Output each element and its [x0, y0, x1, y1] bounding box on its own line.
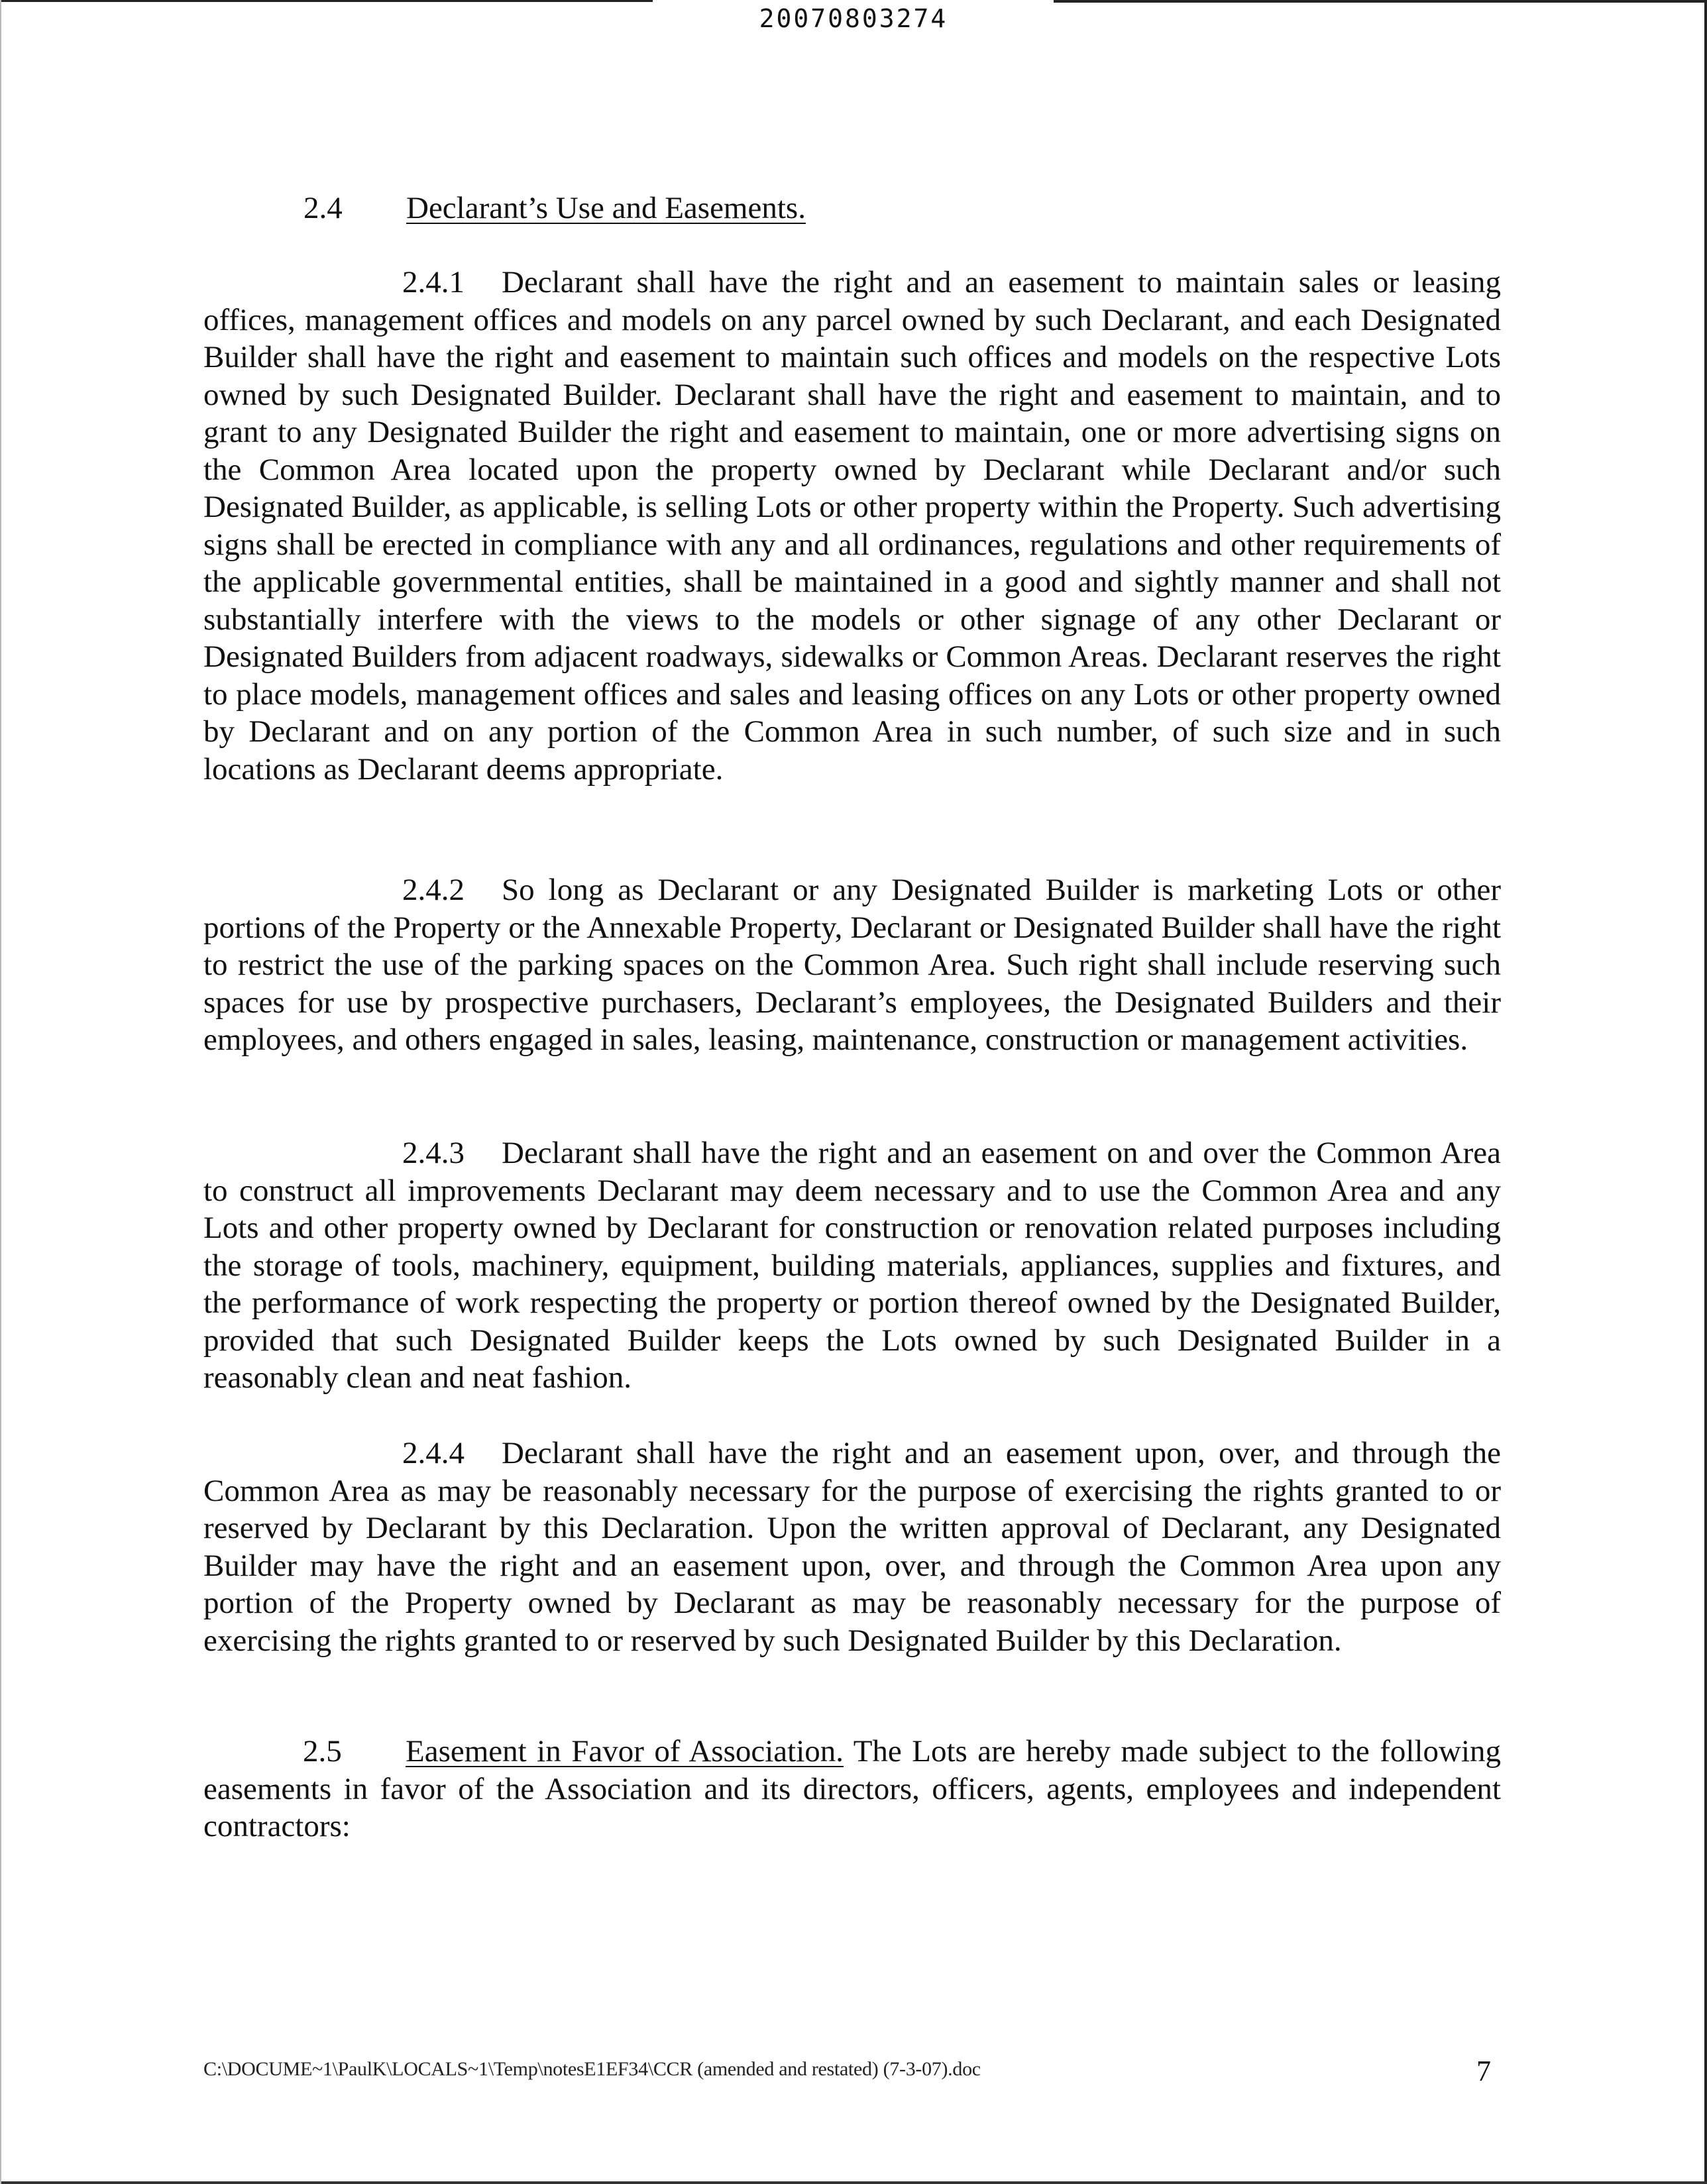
- section-heading-2-4: [303, 190, 806, 227]
- page-number: 7: [1476, 2055, 1491, 2087]
- section-text: The Lots are hereby made subject to the following easements in favor of the Association and its directors, officers, agents, employees and independent contractors:: [203, 1734, 1502, 1843]
- scan-border-bottom: [0, 2181, 1707, 2184]
- document-number: 20070803274: [759, 4, 948, 33]
- paragraph-number: 2.4.3: [402, 1136, 465, 1170]
- paragraph-2-4-4: [203, 1435, 1501, 1659]
- paragraph-2-4-1: [203, 264, 1501, 788]
- paragraph-number: 2.4.4: [402, 1436, 465, 1470]
- section-title: Easement in Favor of Association.: [406, 1734, 844, 1769]
- paragraph-2-4-3: [203, 1134, 1501, 1397]
- paragraph-text: So long as Declarant or any Designated Builder is marketing Lots or other portions of the Property or the Annexable Property, Declarant or Designated Builder shall have the right to restrict the use of the parking spaces on the Common Area. Such right shall include reserving such spaces for use by prospective purchasers, Declarant’s employees, the Designated Builders and their employees, and others engaged in sales, leasing, maintenance, construction or management activities.: [203, 873, 1501, 1057]
- section-number: 2.4: [303, 191, 343, 225]
- paragraph-text: Declarant shall have the right and an easement upon, over, and through the Common Area as may be reasonably necessary for the purpose of exercising the rights granted to or reserved by Declarant by this Declaration. Upon the written approval of Declarant, any Designated Builder may have the right and an easement upon, over, and through the Common Area upon any portion of the Property owned by Declarant as may be reasonably necessary for the purpose of exercising the rights granted to or reserved by such Designated Builder by this Declaration.: [203, 1436, 1501, 1658]
- section-2-5: [203, 1733, 1501, 1845]
- section-number: 2.5: [303, 1734, 342, 1769]
- footer-file-path: C:\DOCUME~1\PaulK\LOCALS~1\Temp\notesE1EF34\CCR (amended and restated) (7-3-07).doc: [203, 2058, 981, 2080]
- scan-border-top-right: [1054, 0, 1707, 3]
- scan-border-top-left: [0, 0, 653, 2]
- paragraph-text: Declarant shall have the right and an easement on and over the Common Area to construct all improvements Declarant may deem necessary and to use the Common Area and any Lots and other property owned by Declarant for construction or renovation related purposes including the storage of tools, machinery, equipment, building materials, appliances, supplies and fixtures, and the performance of work respecting the property or portion thereof owned by the Designated Builder, provided that such Designated Builder keeps the Lots owned by such Designated Builder in a reasonably clean and neat fashion.: [203, 1136, 1501, 1395]
- paragraph-text: Declarant shall have the right and an easement to maintain sales or leasing offices, management offices and models on any parcel owned by such Declarant, and each Designated Builder shall have the right and easement to maintain such offices and models on the respective Lots owned by such Designated Builder. Declarant shall have the right and easement to maintain, and to grant to any Designated Builder the right and easement to maintain, one or more advertising signs on the Common Area located upon the property owned by Declarant while Declarant and/or such Designated Builder, as applicable, is selling Lots or other property within the Property. Such advertising signs shall be erected in compliance with any and all ordinances, regulations and other requirements of the applicable governmental entities, shall be maintained in a good and sightly manner and shall not substantially interfere with the views to the models or other signage of any other Declarant or Designated Builders from adjacent roadways, sidewalks or Common Areas. Declarant reserves the right to place models, management offices and sales and leasing offices on any Lots or other property owned by Declarant and on any portion of the Common Area in such number, of such size and in such locations as Declarant deems appropriate.: [203, 265, 1501, 787]
- paragraph-number: 2.4.2: [402, 873, 465, 907]
- paragraph-number: 2.4.1: [402, 265, 465, 300]
- scan-border-right: [1704, 0, 1707, 2184]
- paragraph-2-4-2: [203, 871, 1501, 1059]
- scan-border-left: [0, 0, 1, 2184]
- section-title: Declarant’s Use and Easements.: [406, 191, 806, 225]
